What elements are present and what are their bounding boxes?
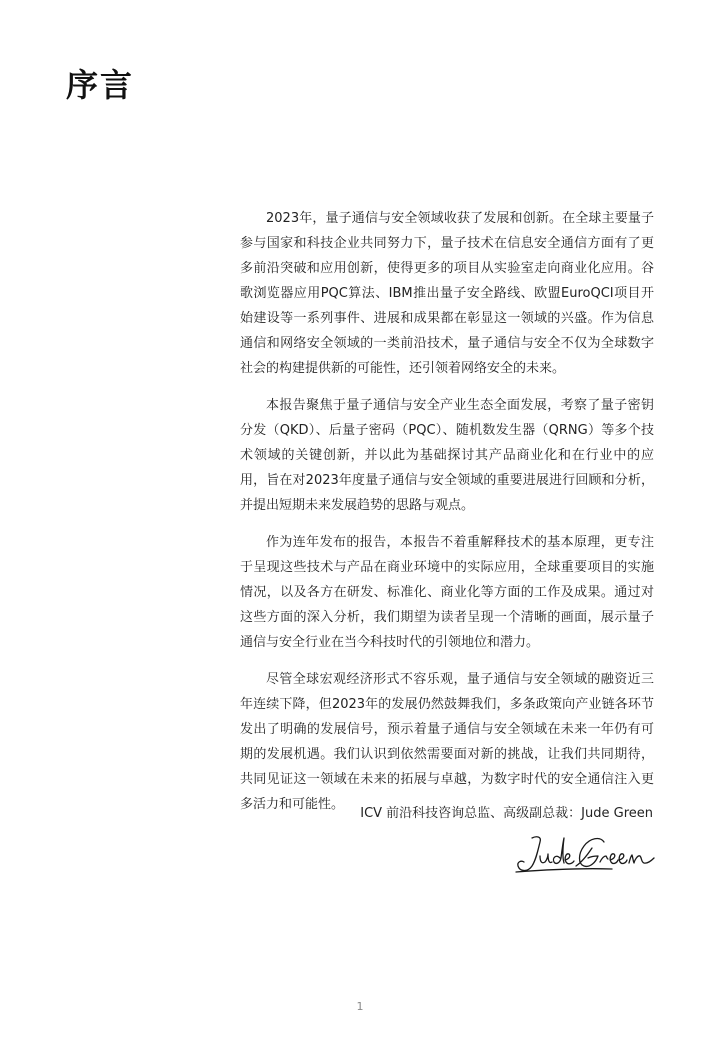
author-attribution: ICV 前沿科技咨询总监、高级副总裁：Jude Green xyxy=(360,806,653,821)
paragraph-2: 本报告聚焦于量子通信与安全产业生态全面发展，考察了量子密钥分发（QKD）、后量子密码（PQC）、随机数发生器（QRNG）等多个技术领域的关键创新，并以此为基础探讨其产品商业化和在行业中的应用，旨在对2023年度量子通信与安全领域的重要进展进行回顾和分析，并提出短期未来发展趋势的思路与观点。 xyxy=(240,398,654,513)
preface-body xyxy=(240,206,654,829)
paragraph-4: 尽管全球宏观经济形式不容乐观，量子通信与安全领域的融资近三年连续下降，但2023年的发展仍然鼓舞我们，多条政策向产业链各环节发出了明确的发展信号，预示着量子通信与安全领域在未来一年仍有可期的发展机遇。我们认识到依然需要面对新的挑战，让我们共同期待，共同见证这一领域在未来的拓展与卓越，为数字时代的安全通信注入更多活力和可能性。 xyxy=(240,672,654,812)
page-number: 1 xyxy=(356,1000,364,1013)
handwritten-signature xyxy=(512,832,660,876)
paragraph-1: 2023年，量子通信与安全领域收获了发展和创新。在全球主要量子参与国家和科技企业共同努力下，量子技术在信息安全通信方面有了更多前沿突破和应用创新，使得更多的项目从实验室走向商业化应用。谷歌浏览器应用PQC算法、IBM推出量子安全路线、欧盟EuroQCI项目开始建设等一系列事件、进展和成果都在彰显这一领域的兴盛。作为信息通信和网络安全领域的一类前沿技术，量子通信与安全不仅为全球数字社会的构建提供新的可能性，还引领着网络安全的未来。 xyxy=(240,211,654,376)
page-title: 序言 xyxy=(66,66,135,104)
paragraph-3: 作为连年发布的报告，本报告不着重解释技术的基本原理，更专注于呈现这些技术与产品在商业环境中的实际应用，全球重要项目的实施情况，以及各方在研发、标准化、商业化等方面的工作及成果。通过对这些方面的深入分析，我们期望为读者呈现一个清晰的画面，展示量子通信与安全行业在当今科技时代的引领地位和潜力。 xyxy=(240,535,654,650)
